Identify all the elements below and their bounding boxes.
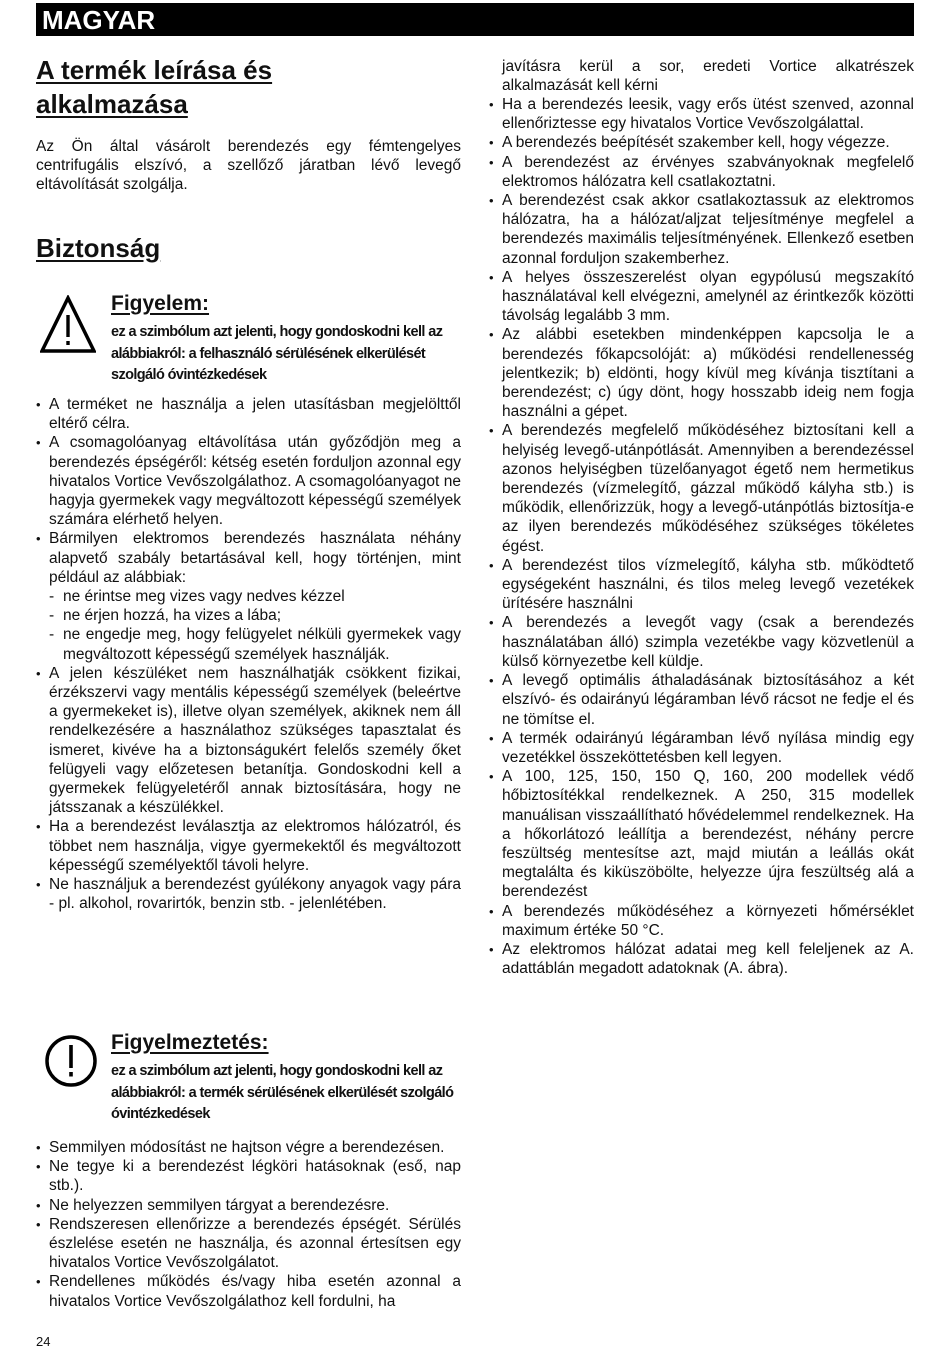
sub-list-item: - ne érintse meg vizes vagy nedves kézzel <box>49 587 461 606</box>
warning-block <box>36 1030 461 1130</box>
title-line-2: alkalmazása <box>36 89 188 119</box>
warning-triangle-icon <box>40 295 96 355</box>
attention-text: ez a szimbólum azt jelenti, hogy gondoskodni kell az alábbiakról: a felhasználó sérülésének elkerülését szolgáló óvintézkedések <box>111 324 443 383</box>
language-header-bar <box>36 3 914 36</box>
list-item: • A berendezést az érvényes szabványoknak megfelelő elektromos hálózatra kell csatlakoztatni. <box>489 153 914 191</box>
safety-list-product <box>36 1138 461 1311</box>
language-label: MAGYAR <box>42 5 156 35</box>
list-item: • Az elektromos hálózat adatai meg kell feleljenek az A. adattáblán megadott adatoknak (A. ábra). <box>489 940 914 978</box>
warning-text: ez a szimbólum azt jelenti, hogy gondoskodni kell az alábbiakról: a termék sérülésének elkerülését szolgáló óvintézkedések <box>111 1063 454 1122</box>
list-item: • A levegő optimális áthaladásának biztosításához a két elszívó- és odairányú légáramban lévő rácsot ne fedje el és ne tömítse el. <box>489 671 914 729</box>
list-item: • Rendszeresen ellenőrizze a berendezés épségét. Sérülés észlelése esetén ne használja, és azonnal értesítsen egy hivatalos Vortice Vevőszolgálatot. <box>36 1215 461 1273</box>
attention-block <box>36 291 461 391</box>
list-item <box>36 529 461 663</box>
list-item: • A jelen készüléket nem használhatják csökkent fizikai, érzékszervi vagy mentális képességű személyek (beleértve a gyermekeket is), illetve olyan személyek, akiknek nem áll rendelkezésére a használathoz szükséges tapasztalat és ismeret, kivéve ha a biztonságukért felelős személy őket felügyeli vagy előzetesen betanítja. Gondoskodni kell a gyermekek felügyeletéről annak biztosítására, hogy ne játsszanak a készülékkel. <box>36 664 461 818</box>
list-item-text: Bármilyen elektromos berendezés használata néhány alapvető szabály betartásával kell, hogy történjen, mint például az alábbiak: <box>49 530 461 586</box>
sub-list-item: - ne érjen hozzá, ha vizes a lába; <box>49 606 461 625</box>
list-item: • A berendezés működéséhez a környezeti hőmérséklet maximum értéke 50 °C. <box>489 902 914 940</box>
list-item: • A berendezés a levegőt vagy (csak a berendezés használatában álló) szimpla vezetékbe vagy közvetlenül a külső környezetbe kell küldje. <box>489 613 914 671</box>
safety-list-installation <box>489 95 914 978</box>
page-number: 24 <box>36 1334 51 1349</box>
list-item: • Ne használjuk a berendezést gyúlékony anyagok vagy pára - pl. alkohol, rovarirtók, benzin stb. - jelenlétében. <box>36 875 461 913</box>
warning-title: Figyelmeztetés: <box>111 1031 269 1054</box>
list-item: • A csomagolóanyag eltávolítása után győződjön meg a berendezés épségéről: kétség esetén forduljon azonnal egy hivatalos Vortice Vevőszolgálathoz. A csomagolóanyagot ne hagyja gyermekek vagy megváltozott képességű személyek számára elérhető helyen. <box>36 433 461 529</box>
attention-title: Figyelem: <box>111 292 210 315</box>
sub-list-item: - ne engedje meg, hogy felügyelet nélküli gyermekek vagy megváltozott képességű személyek használják. <box>49 625 461 663</box>
list-item: • A berendezés beépítését szakember kell, hogy végezze. <box>489 133 914 152</box>
list-item: • Rendellenes működés és/vagy hiba esetén azonnal a hivatalos Vortice Vevőszolgálathoz kell fordulni, ha <box>36 1272 461 1310</box>
list-item: • A berendezést tilos vízmelegítő, kályha stb. működtető egységeként használni, és tilos meleg levegő vezetékek ürítésére használni <box>489 556 914 614</box>
list-item: • Ne helyezzen semmilyen tárgyat a berendezésre. <box>36 1196 461 1215</box>
title-line-1: A termék leírása és <box>36 55 273 85</box>
list-item: • Semmilyen módosítást ne hajtson végre a berendezésen. <box>36 1138 461 1157</box>
list-item: • A termék odairányú légáramban lévő nyílása mindig egy vezetékkel összeköttetésben kell legyen. <box>489 729 914 767</box>
list-item: • Ha a berendezés leesik, vagy erős ütést szenved, azonnal ellenőriztesse egy hivatalos Vortice Vevőszolgálattal. <box>489 95 914 133</box>
safety-title: Biztonság <box>36 233 161 263</box>
list-item: • A helyes összeszerelést olyan egypólusú megszakító használatával kell elvégezni, amelynél az érintkezők közötti távolság legalább 3 mm. <box>489 268 914 326</box>
list-item: • A berendezés megfelelő működéséhez biztosítani kell a helyiség levegő-utánpótlását. Amennyiben a berendezéssel azonos helyiségben tüzelőanyagot égető nem hermetikus berendezés (vízmelegítő, gázzal működő kályha stb.) is működik, ellenőrizzük, hogy a levegő-utánpótlás biztosítja-e az ilyen berendezés működéséhez szükséges tökéletes égést. <box>489 421 914 555</box>
exclamation-circle-icon <box>44 1034 98 1088</box>
list-item: • A berendezést csak akkor csatlakoztassuk az elektromos hálózatra, ha a hálózat/aljzat teljesítménye megfelel a berendezés maximális teljesítményének. Ellenkező esetben azonnal forduljon szakemberhez. <box>489 191 914 268</box>
list-item: • A terméket ne használja a jelen utasításban megjelölttől eltérő célra. <box>36 395 461 433</box>
list-item: • A 100, 125, 150, 150 Q, 160, 200 modellek védő hőbiztosítékkal rendelkeznek. A 250, 315 modellek manuálisan visszaállítható hővédelemmel rendelkeznek. Ha a hőkorlátozó leállítja a berendezést, néhány percre feszültség mentesítse azt, majd miután a leállás okát megtalálta és kiküszöbölte, helyezze újra feszültség alá a berendezést <box>489 767 914 901</box>
continuation-text: javításra kerül a sor, eredeti Vortice alkatrészek alkalmazását kell kérni <box>502 58 914 95</box>
product-description-title <box>36 53 272 121</box>
intro-paragraph: Az Ön által vásárolt berendezés egy fémtengelyes centrifugális elszívó, a szellőző járatban lévő levegő eltávolítását szolgálja. <box>36 138 461 194</box>
sub-list <box>49 587 461 664</box>
safety-list-user <box>36 395 461 913</box>
list-item: • Az alábbi esetekben mindenképpen kapcsolja le a berendezés főkapcsolóját: a) működési rendellenesség jelentkezik; b) eldönti, hogy kívül meg kívánja tisztítani a berendezést; c) úgy dönt, hogy hosszabb ideig nem fogja használni a gépet. <box>489 325 914 421</box>
list-item: • Ha a berendezést leválasztja az elektromos hálózatról, és többet nem használja, vigye gyermekektől és megváltozott képességű személyektől távoli helyre. <box>36 817 461 875</box>
list-item: • Ne tegye ki a berendezést légköri hatásoknak (eső, nap stb.). <box>36 1157 461 1195</box>
